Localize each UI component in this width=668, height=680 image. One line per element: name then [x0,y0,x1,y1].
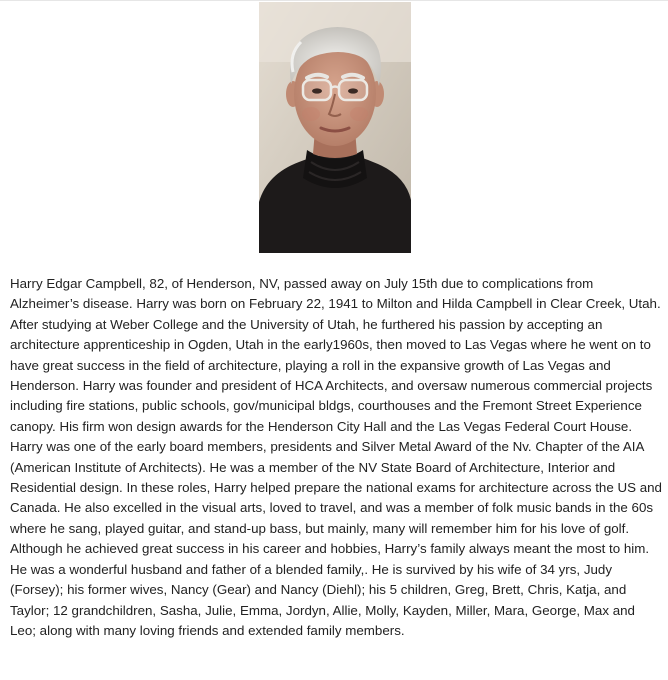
top-divider [0,0,668,1]
portrait-illustration [259,2,411,253]
obituary-text: Harry Edgar Campbell, 82, of Henderson, NV, passed away on July 15th due to complications from Alzheimer’s disease. Harry was born on February 22, 1941 to Milton and Hilda Campbell in Clear Creek, Utah. After studying at Weber College and the University of Utah, he furthered his passion by accepting an architecture apprenticeship in Ogden, Utah in the early1960s, then moved to Las Vegas where he went on to have great success in the field of architecture, playing a roll in the expansive growth of Las Vegas and Henderson. Harry was founder and president of HCA Architects, and oversaw numerous commercial projects including fire stations, public schools, gov/municipal bldgs, courthouses and the Fremont Street Experience canopy. His firm won design awards for the Henderson City Hall and the Las Vegas Federal Court House. Harry was one of the early board members, presidents and Silver Metal Award of the Nv. Chapter of the AIA (American Institute of Architects). He was a member of the NV State Board of Architecture, Interior and Residential design. In these roles, Harry helped prepare the national exams for architecture across the US and Canada. He also excelled in the visual arts, loved to travel, and was a member of folk music bands in the 60s where he sang, played guitar, and stand-up bass, but mainly, many will remember him for his love of golf. Although he achieved great success in his career and hobbies, Harry’s family always meant the most to him. He was a wonderful husband and father of a blended family,. He is survived by his wife of 34 yrs, Judy (Forsey); his former wives, Nancy (Gear) and Nancy (Diehl); his 5 children, Greg, Brett, Chris, Katja, and Taylor; 12 grandchildren, Sasha, Julie, Emma, Jordyn, Allie, Molly, Kayden, Miller, Mara, George, Max and Leo; along with many loving friends and extended family members. [10,276,662,638]
portrait-photo [259,2,411,253]
